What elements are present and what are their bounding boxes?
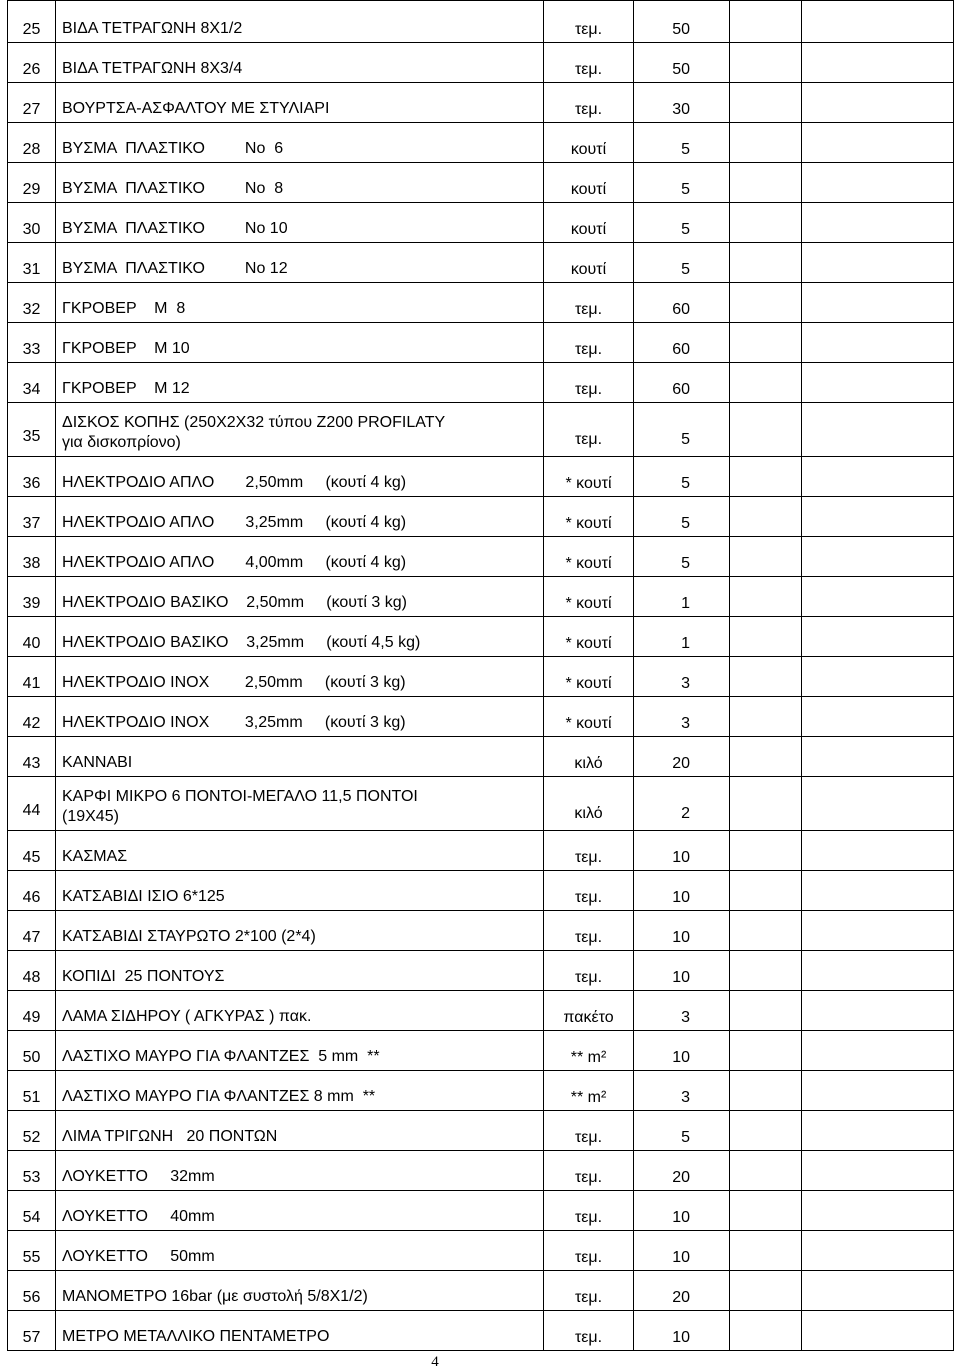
empty-cell [730,871,802,911]
item-unit: τεμ. [544,283,634,323]
item-description [56,457,544,497]
item-quantity: 20 [634,737,730,777]
item-description-line: ΗΛΕΚΤΡΟΔΙΟ ΙΝΟΧ 3,25mm (κουτί 3 kg) [62,714,406,731]
empty-cell [802,1311,954,1351]
table-row [8,991,954,1031]
item-quantity: 10 [634,1231,730,1271]
item-description-line: ΓΚΡΟΒΕΡ Μ 10 [62,340,190,357]
item-quantity: 3 [634,697,730,737]
item-description-line: ΗΛΕΚΤΡΟΔΙΟ ΒΑΣΙΚΟ 3,25mm (κουτί 4,5 kg) [62,634,421,651]
item-description [56,831,544,871]
item-description [56,1,544,43]
empty-cell [730,403,802,457]
item-quantity: 50 [634,43,730,83]
item-number: 26 [8,43,56,83]
empty-cell [730,831,802,871]
empty-cell [802,1111,954,1151]
item-quantity: 10 [634,1031,730,1071]
empty-cell [730,911,802,951]
empty-cell [802,43,954,83]
item-description-line: ΓΚΡΟΒΕΡ Μ 8 [62,300,186,317]
empty-cell [802,83,954,123]
empty-cell [802,403,954,457]
empty-cell [802,1231,954,1271]
item-description [56,83,544,123]
empty-cell [730,1231,802,1271]
item-description-line: ΚΑΤΣΑΒΙΔΙ ΣΤΑΥΡΩΤΟ 2*100 (2*4) [62,928,316,945]
item-description [56,283,544,323]
empty-cell [730,617,802,657]
empty-cell [802,1071,954,1111]
table-row [8,83,954,123]
item-number: 32 [8,283,56,323]
item-unit: τεμ. [544,951,634,991]
item-description [56,403,544,457]
item-unit: ** m² [544,1071,634,1111]
item-description [56,777,544,831]
empty-cell [802,323,954,363]
item-number: 46 [8,871,56,911]
empty-cell [730,243,802,283]
empty-cell [802,991,954,1031]
table-row [8,617,954,657]
table-row [8,777,954,831]
empty-cell [802,737,954,777]
item-quantity: 60 [634,283,730,323]
table-row [8,283,954,323]
item-quantity: 5 [634,537,730,577]
empty-cell [730,123,802,163]
empty-cell [802,283,954,323]
item-description [56,537,544,577]
empty-cell [802,1191,954,1231]
item-unit: * κουτί [544,697,634,737]
empty-cell [730,457,802,497]
empty-cell [730,363,802,403]
table-row [8,737,954,777]
item-description-line: ΒΥΣΜΑ ΠΛΑΣΤΙΚΟ Νο 10 [62,220,288,237]
table-row [8,1111,954,1151]
empty-cell [802,457,954,497]
empty-cell [730,537,802,577]
item-description [56,617,544,657]
empty-cell [730,1311,802,1351]
item-description-line: ΜΕΤΡΟ ΜΕΤΑΛΛΙΚΟ ΠΕΝΤΑΜΕΤΡΟ [62,1328,330,1345]
item-description-line: ΚΟΠΙΔΙ 25 ΠΟΝΤΟΥΣ [62,968,225,985]
item-description [56,363,544,403]
item-description [56,991,544,1031]
table-row [8,1311,954,1351]
item-quantity: 1 [634,617,730,657]
item-number: 45 [8,831,56,871]
empty-cell [730,1191,802,1231]
item-unit: * κουτί [544,617,634,657]
empty-cell [730,991,802,1031]
item-quantity: 20 [634,1151,730,1191]
item-unit: κουτί [544,203,634,243]
empty-cell [730,657,802,697]
item-description-line: ΗΛΕΚΤΡΟΔΙΟ ΙΝΟΧ 2,50mm (κουτί 3 kg) [62,674,406,691]
table-row [8,537,954,577]
empty-cell [802,163,954,203]
item-quantity: 10 [634,1191,730,1231]
item-description-line: ΛΑΜΑ ΣΙΔΗΡΟΥ ( ΑΓΚΥΡΑΣ ) πακ. [62,1008,312,1025]
table-row [8,1231,954,1271]
empty-cell [802,1031,954,1071]
item-quantity: 1 [634,577,730,617]
item-quantity: 50 [634,1,730,43]
item-description-line: ΜΑΝΟΜΕΤΡΟ 16bar (με συστολή 5/8Χ1/2) [62,1288,368,1305]
table-row [8,1,954,43]
item-quantity: 3 [634,991,730,1031]
item-unit: τεμ. [544,403,634,457]
item-quantity: 10 [634,831,730,871]
item-quantity: 3 [634,1071,730,1111]
item-number: 43 [8,737,56,777]
empty-cell [730,1,802,43]
item-number: 29 [8,163,56,203]
item-number: 31 [8,243,56,283]
item-description [56,1191,544,1231]
item-description-line: ΗΛΕΚΤΡΟΔΙΟ ΑΠΛΟ 2,50mm (κουτί 4 kg) [62,474,407,491]
empty-cell [730,163,802,203]
item-description [56,123,544,163]
item-unit: τεμ. [544,831,634,871]
item-unit: τεμ. [544,43,634,83]
empty-cell [802,577,954,617]
table-row [8,123,954,163]
item-unit: τεμ. [544,1311,634,1351]
item-number: 54 [8,1191,56,1231]
item-description-line: ΚΑΤΣΑΒΙΔΙ ΙΣΙΟ 6*125 [62,888,225,905]
item-number: 56 [8,1271,56,1311]
item-description [56,657,544,697]
table-row [8,577,954,617]
table-row [8,1071,954,1111]
item-number: 28 [8,123,56,163]
item-unit: κουτί [544,243,634,283]
empty-cell [802,537,954,577]
item-description [56,1311,544,1351]
item-number: 30 [8,203,56,243]
item-description [56,577,544,617]
item-quantity: 5 [634,203,730,243]
item-description-line: ΚΑΣΜΑΣ [62,848,128,865]
empty-cell [730,323,802,363]
empty-cell [802,617,954,657]
empty-cell [802,497,954,537]
item-unit: * κουτί [544,457,634,497]
item-unit: τεμ. [544,1191,634,1231]
empty-cell [802,1151,954,1191]
item-unit: κιλό [544,777,634,831]
table-row [8,1031,954,1071]
item-description-line: ΓΚΡΟΒΕΡ Μ 12 [62,380,190,397]
item-description-line: (19Χ45) [62,808,119,825]
empty-cell [730,43,802,83]
item-description-line: ΗΛΕΚΤΡΟΔΙΟ ΒΑΣΙΚΟ 2,50mm (κουτί 3 kg) [62,594,407,611]
item-number: 47 [8,911,56,951]
item-description [56,203,544,243]
table-row [8,831,954,871]
item-description-line: ΛΟΥΚΕΤΤΟ 40mm [62,1208,215,1225]
item-unit: κουτί [544,163,634,203]
empty-cell [730,1071,802,1111]
item-unit: τεμ. [544,1,634,43]
item-unit: * κουτί [544,577,634,617]
item-quantity: 5 [634,497,730,537]
item-description [56,323,544,363]
item-number: 50 [8,1031,56,1071]
item-description-line: ΛΑΣΤΙΧΟ ΜΑΥΡΟ ΓΙΑ ΦΛΑΝΤΖΕΣ 5 mm ** [62,1048,380,1065]
empty-cell [730,1111,802,1151]
table-row [8,1191,954,1231]
empty-cell [730,203,802,243]
item-unit: τεμ. [544,911,634,951]
empty-cell [730,737,802,777]
item-description [56,1271,544,1311]
item-number: 37 [8,497,56,537]
item-description [56,911,544,951]
item-number: 39 [8,577,56,617]
empty-cell [802,123,954,163]
table-row [8,951,954,991]
item-description [56,1111,544,1151]
item-description [56,951,544,991]
empty-cell [802,1,954,43]
empty-cell [802,831,954,871]
item-description-line: ΒΥΣΜΑ ΠΛΑΣΤΙΚΟ Νο 6 [62,140,284,157]
item-number: 25 [8,1,56,43]
item-unit: ** m² [544,1031,634,1071]
item-quantity: 5 [634,403,730,457]
item-number: 51 [8,1071,56,1111]
item-description-line: ΔΙΣΚΟΣ ΚΟΠΗΣ (250Χ2Χ32 τύπου Ζ200 PROFILATY [62,414,446,431]
page-number: 4 [431,1354,439,1370]
item-description [56,871,544,911]
items-table [7,0,954,1351]
empty-cell [730,697,802,737]
item-number: 35 [8,403,56,457]
empty-cell [730,83,802,123]
item-description-line: ΚΑΡΦΙ ΜΙΚΡΟ 6 ΠΟΝΤΟΙ-ΜΕΓΑΛΟ 11,5 ΠΟΝΤΟΙ [62,788,418,805]
item-unit: τεμ. [544,363,634,403]
table-row [8,403,954,457]
item-quantity: 2 [634,777,730,831]
table-row [8,323,954,363]
item-description-line: ΛΑΣΤΙΧΟ ΜΑΥΡΟ ΓΙΑ ΦΛΑΝΤΖΕΣ 8 mm ** [62,1088,376,1105]
item-quantity: 30 [634,83,730,123]
table-row [8,457,954,497]
empty-cell [802,871,954,911]
item-unit: τεμ. [544,1151,634,1191]
item-unit: τεμ. [544,1111,634,1151]
item-number: 53 [8,1151,56,1191]
item-description-line: ΛΟΥΚΕΤΤΟ 32mm [62,1168,215,1185]
empty-cell [802,203,954,243]
empty-cell [802,363,954,403]
item-unit: τεμ. [544,1271,634,1311]
table-row [8,497,954,537]
empty-cell [730,1031,802,1071]
item-quantity: 10 [634,871,730,911]
item-unit: κιλό [544,737,634,777]
item-description-line: ΛΟΥΚΕΤΤΟ 50mm [62,1248,215,1265]
item-description-line: ΒΙΔΑ ΤΕΤΡΑΓΩΝΗ 8Χ3/4 [62,60,243,77]
empty-cell [802,243,954,283]
item-number: 41 [8,657,56,697]
item-unit: τεμ. [544,83,634,123]
item-description [56,697,544,737]
item-description-line: ΗΛΕΚΤΡΟΔΙΟ ΑΠΛΟ 3,25mm (κουτί 4 kg) [62,514,407,531]
item-quantity: 60 [634,323,730,363]
table-row [8,871,954,911]
item-number: 48 [8,951,56,991]
item-description-line: ΗΛΕΚΤΡΟΔΙΟ ΑΠΛΟ 4,00mm (κουτί 4 kg) [62,554,407,571]
item-unit: τεμ. [544,1231,634,1271]
item-unit: * κουτί [544,657,634,697]
item-description [56,1071,544,1111]
item-quantity: 5 [634,243,730,283]
table-row [8,243,954,283]
item-description-line: ΒΥΣΜΑ ΠΛΑΣΤΙΚΟ Νο 8 [62,180,284,197]
item-quantity: 5 [634,123,730,163]
item-number: 42 [8,697,56,737]
item-number: 49 [8,991,56,1031]
item-quantity: 20 [634,1271,730,1311]
table-row [8,1151,954,1191]
item-quantity: 10 [634,1311,730,1351]
table-row [8,43,954,83]
item-description-line: ΒΟΥΡΤΣΑ-ΑΣΦΑΛΤΟΥ ΜΕ ΣΤΥΛΙΑΡΙ [62,100,330,117]
empty-cell [802,911,954,951]
table-row [8,363,954,403]
item-description-line: ΚΑΝΝΑΒΙ [62,754,133,771]
item-unit: τεμ. [544,871,634,911]
empty-cell [802,697,954,737]
empty-cell [802,951,954,991]
empty-cell [730,777,802,831]
item-description [56,1231,544,1271]
item-number: 33 [8,323,56,363]
table-row [8,163,954,203]
item-unit: κουτί [544,123,634,163]
item-quantity: 10 [634,951,730,991]
table-row [8,911,954,951]
item-description [56,1031,544,1071]
table-row [8,203,954,243]
item-description [56,497,544,537]
item-number: 57 [8,1311,56,1351]
item-quantity: 5 [634,457,730,497]
item-description-line: ΛΙΜΑ ΤΡΙΓΩΝΗ 20 ΠΟΝΤΩΝ [62,1128,278,1145]
table-row [8,697,954,737]
item-description [56,43,544,83]
item-number: 36 [8,457,56,497]
item-quantity: 60 [634,363,730,403]
item-number: 52 [8,1111,56,1151]
item-number: 34 [8,363,56,403]
item-description-line: ΒΙΔΑ ΤΕΤΡΑΓΩΝΗ 8Χ1/2 [62,20,243,37]
item-description [56,163,544,203]
item-description [56,737,544,777]
item-number: 27 [8,83,56,123]
table-row [8,1271,954,1311]
item-unit: πακέτο [544,991,634,1031]
item-quantity: 10 [634,911,730,951]
empty-cell [802,657,954,697]
empty-cell [730,497,802,537]
item-description [56,1151,544,1191]
item-quantity: 3 [634,657,730,697]
empty-cell [730,951,802,991]
item-quantity: 5 [634,163,730,203]
item-number: 55 [8,1231,56,1271]
item-description-line: για δισκοπρίονο) [62,434,181,451]
empty-cell [730,1151,802,1191]
item-unit: τεμ. [544,323,634,363]
empty-cell [730,283,802,323]
item-description [56,243,544,283]
item-unit: * κουτί [544,537,634,577]
empty-cell [730,1271,802,1311]
item-description-line: ΒΥΣΜΑ ΠΛΑΣΤΙΚΟ Νο 12 [62,260,288,277]
table-row [8,657,954,697]
empty-cell [730,577,802,617]
empty-cell [802,777,954,831]
item-unit: * κουτί [544,497,634,537]
item-quantity: 5 [634,1111,730,1151]
empty-cell [802,1271,954,1311]
item-number: 38 [8,537,56,577]
item-number: 44 [8,777,56,831]
item-number: 40 [8,617,56,657]
